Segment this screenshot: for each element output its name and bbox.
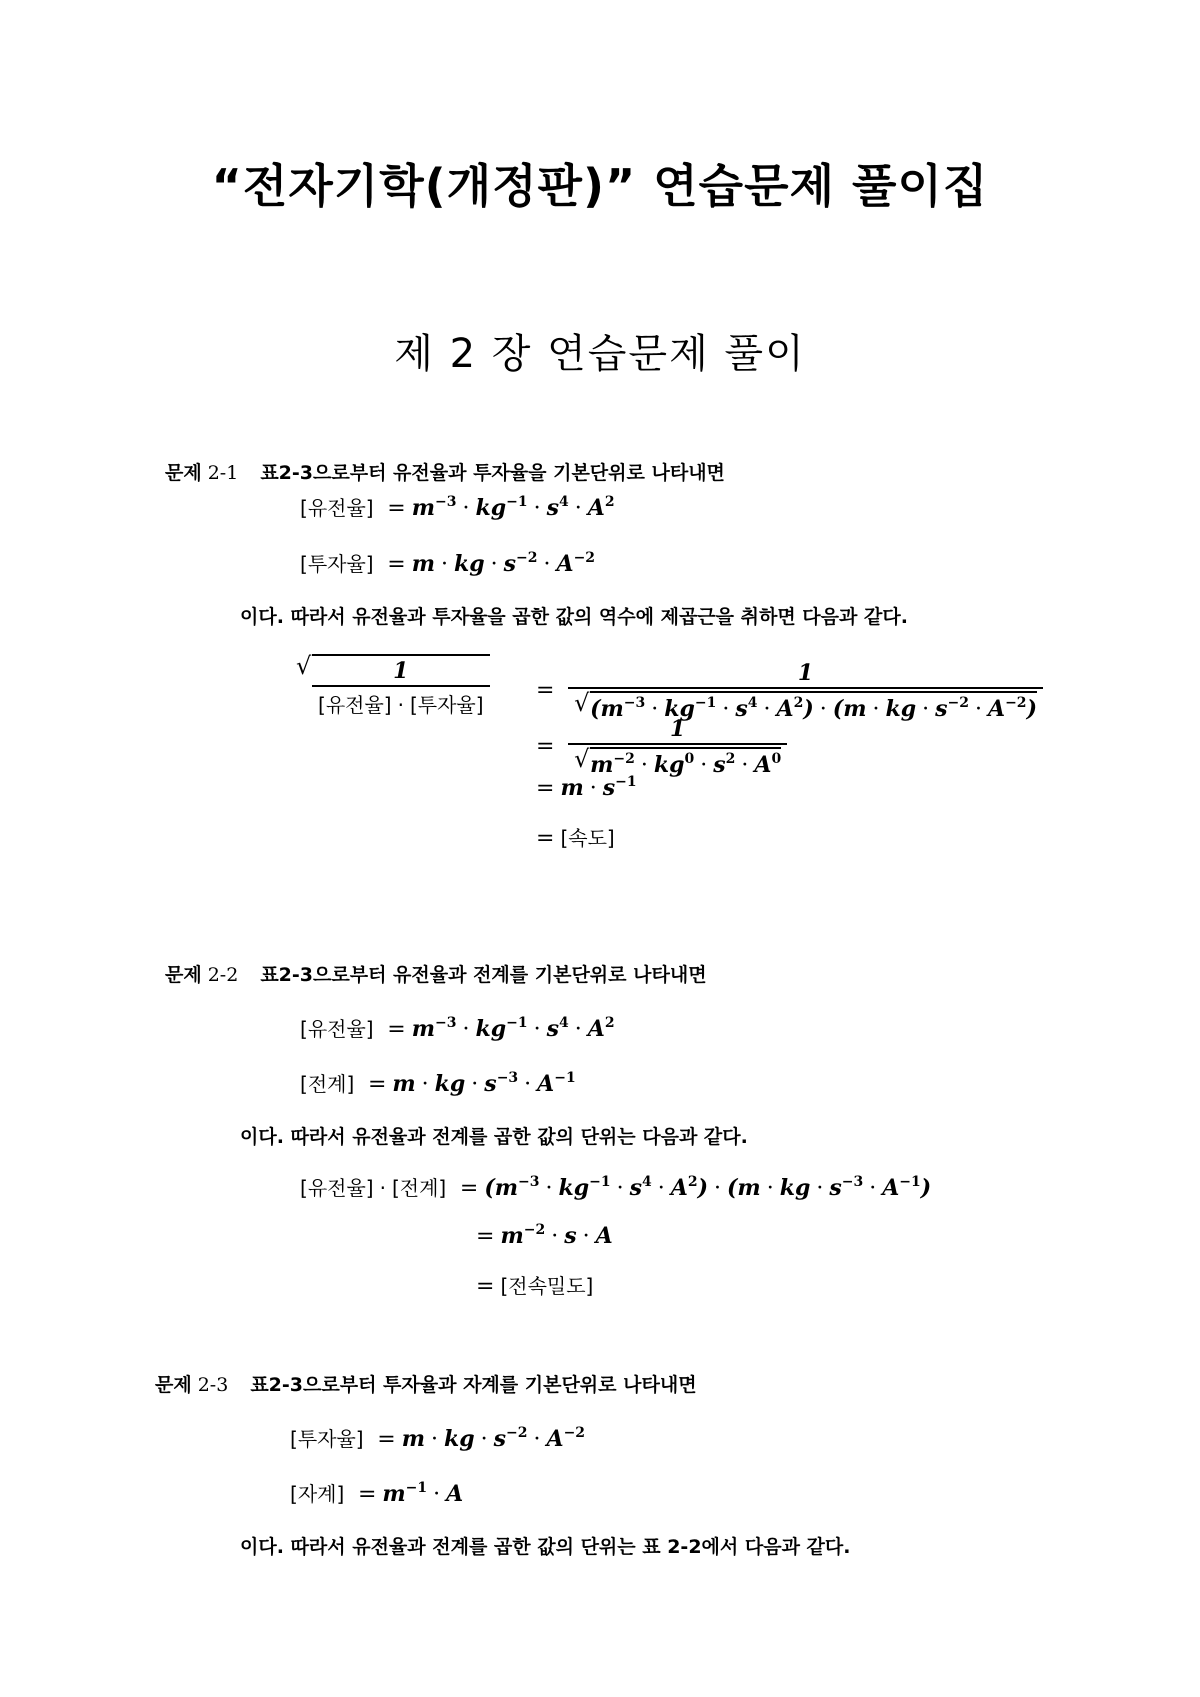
quantity-permittivity: 유전율: [307, 496, 366, 520]
equation-lhs-sqrt-fraction: √ $\frac{1}{\text{[유전율] · [투자율]}}$: [296, 654, 490, 718]
quantity-magnetic-field: 자계: [297, 1482, 337, 1506]
chapter-heading: 제 2 장 연습문제 풀이: [394, 331, 806, 377]
equation-permeability-units-3: [투자율] = m · kg · $s^{-2} \cdot A^{-2}$: [290, 1425, 586, 1452]
equation-magnetic-field-units: [자계] = $m^{-1} \cdot A$: [290, 1480, 464, 1507]
equation-permeability-units: [투자율] = m · kg · $s^{-2} \cdot A^{-2}$: [300, 550, 596, 577]
problem-label: 문제: [165, 462, 202, 484]
problem-number: 2-2: [207, 964, 239, 986]
equation-electric-field-units: [전계] = m · kg · $s^{-3} \cdot A^{-1}$: [300, 1070, 576, 1097]
document-title: “전자기학(개정판)” 연습문제 풀이집: [211, 159, 989, 213]
equation-rhs-step-1: = 1 √ $(m^{-3} \cdot kg^{-1} \cdot s^4 \cdot A^2) \cdot (m$ · kg · $s^{-2} \cdot A^{-2}$): [530, 660, 1043, 722]
problem-2-2-conclusion: 이다. 따라서 유전율과 전계를 곱한 값의 단위는 다음과 같다.: [240, 1126, 748, 1148]
quantity-electric-field: 전계: [307, 1072, 347, 1096]
problem-number: 2-3: [197, 1374, 229, 1396]
fraction-numerator: 1: [393, 658, 409, 684]
fraction-den-permittivity: 유전율: [325, 693, 384, 717]
quantity-flux-density: 전속밀도: [508, 1274, 586, 1298]
equation-result-flux-density: = [전속밀도]: [476, 1274, 594, 1299]
fraction-den-permeability: 투자율: [417, 693, 476, 717]
problem-2-1-conclusion: 이다. 따라서 유전율과 투자율을 곱한 값의 역수에 제곱근을 취하면 다음과 같다.: [240, 606, 908, 628]
problem-2-3-heading: [155, 1370, 697, 1397]
equation-result-velocity: = [속도]: [536, 826, 615, 851]
product-permittivity: 유전율: [307, 1176, 366, 1200]
equation-rhs-step-3: = $m \cdot s^{-1}$: [536, 774, 637, 801]
product-electric-field: 전계: [399, 1176, 439, 1200]
problem-intro: 표2-3으로부터 투자율과 자계를 기본단위로 나타내면: [250, 1374, 697, 1396]
problem-2-3-conclusion: 이다. 따라서 유전율과 전계를 곱한 값의 단위는 표 2-2에서 다음과 같다.: [240, 1536, 851, 1558]
quantity-permeability: 투자율: [297, 1427, 356, 1451]
problem-2-2-heading: [165, 960, 707, 987]
problem-intro: 표2-3으로부터 유전율과 투자율을 기본단위로 나타내면: [260, 462, 725, 484]
problem-2-1-heading: [165, 458, 725, 485]
problem-number: 2-1: [207, 462, 239, 484]
equation-rhs-step-2: = 1 √ $m^{-2} \cdot kg^0 \cdot s^2 \cdot A^0$: [530, 716, 787, 778]
equation-permittivity-units: [유전율] = $m^{-3} \cdot kg^{-1} \cdot s^4 \cdot A^2$: [300, 494, 615, 521]
problem-intro: 표2-3으로부터 유전율과 전계를 기본단위로 나타내면: [260, 964, 707, 986]
problem-label: 문제: [155, 1374, 192, 1396]
equation-permittivity-units-2: [유전율] = $m^{-3} \cdot kg^{-1} \cdot s^4 \cdot A^2$: [300, 1015, 615, 1042]
quantity-permittivity: 유전율: [307, 1017, 366, 1041]
equation-product-step-2: = $m^{-2} \cdot s \cdot A$: [476, 1222, 613, 1249]
equation-product-units: [유전율] · [전계] = $(m^{-3} \cdot kg^{-1} \cdot s^4 \cdot A^2) \cdot (m$ · kg · $s^{-3} \cdot A^{-1}$): [300, 1174, 932, 1201]
quantity-permeability: 투자율: [307, 552, 366, 576]
quantity-velocity: 속도: [568, 826, 607, 850]
problem-label: 문제: [165, 964, 202, 986]
